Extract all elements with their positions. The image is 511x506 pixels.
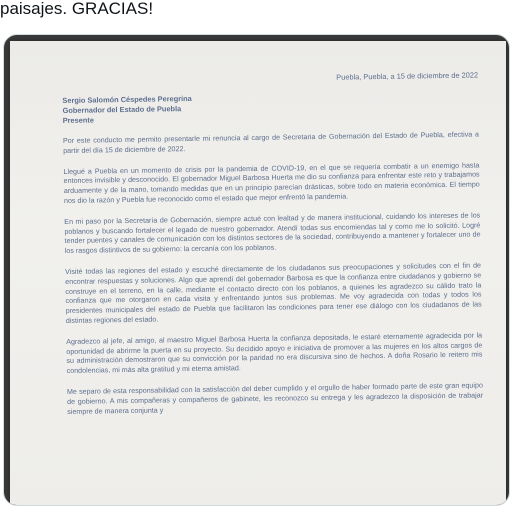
letter-page [10, 41, 506, 506]
letter-date: Puebla, Puebla, a 15 de diciembre de 2022 [336, 70, 479, 82]
tweet-text: paisajes. GRACIAS! [0, 0, 154, 18]
letter-paragraph: Por este conducto me permito presentarle mi renuncia al cargo de Secretaria de Gobernación del Estado de Puebla, efectiva a partir del día 15 de diciembre de 2022. [62, 130, 480, 155]
letter-content [62, 70, 483, 428]
letter-paragraph: Agradezco al jefe, al amigo, al maestro Miguel Barbosa Huerta la confianza depositada, le estaré eternamente agradecida por la oportunidad de abrirme la puerta en su proyecto. Su decidido apoyo e iniciativa de promover a las mujeres en los altos cargos de su administración demostraron que su convicción por la paridad no era discursiva sino de hechos. A doña Rosario le reitero mis condolencias, mi más alta gratitud y mi eterna amistad. [66, 331, 483, 376]
addressee-present: Presente [62, 115, 94, 125]
letter-paragraph: En mi paso por la Secretaría de Gobernación, siempre actué con lealtad y de manera institucional, cuidando los intereses de los poblanos y buscando fortalecer el legado de nuestro gobernador. Atendí todas sus encomiendas tal y como me lo solicitó. Logré tender puentes y canales de comunicación con los distintos sectores de la sociedad, contribuyendo a mantener y fortalecer uno de los rasgos distintivos de su gobierno: la cercanía con los poblanos. [64, 211, 481, 256]
letter-paragraph: Visité todas las regiones del estado y escuché directamente de los ciudadanos sus preocupaciones y solicitudes con el fin de encontrar respuestas y soluciones. Algo que aprendí del gobernador Barbosa es que la confianza entre ciudadanos y gobierno se construye en el terreno, en la calle, mediante el contacto directo con los poblanos, a quienes les agradezco su cálido trato la confianza que me otorgaron en cada visita y enfrentando juntos sus problemas. Me voy agradecida con todas y todos los presidentes municipales del estado de Puebla que facilitaron las condiciones para tener ese diálogo con los ciudadanos de las distintas regiones del estado. [64, 261, 482, 325]
letter-paragraph: Me separo de esta responsabilidad con la satisfacción del deber cumplido y el orgullo de haber formado parte de este gran equipo de gobierno. A mis compañeras y compañeros de gabinete, les reconozco su entrega y les agradezco la disposición de trabajar siempre de manera conjunta y [66, 381, 484, 416]
letter-addressee [62, 89, 478, 126]
tweet-media-photo[interactable] [3, 34, 510, 506]
letter-paragraph: Llegué a Puebla en un momento de crisis por la pandemia de COVID-19, en el que se requería combatir a un enemigo hasta entonces invisible y desconocido. El gobernador Miguel Barbosa Huerta me dio su confianza para enfrentar este reto y trabajamos arduamente y de la mano, tomando medidas que en un principio parecían drásticas, sobre todo en materia económica. El tiempo nos dio la razón y Puebla fue reconocido como el estado que mejor enfrentó la pandemia. [63, 161, 480, 205]
addressee-title: Gobernador del Estado de Puebla [62, 104, 182, 115]
addressee-name: Sergio Salomón Céspedes Peregrina [62, 93, 192, 105]
